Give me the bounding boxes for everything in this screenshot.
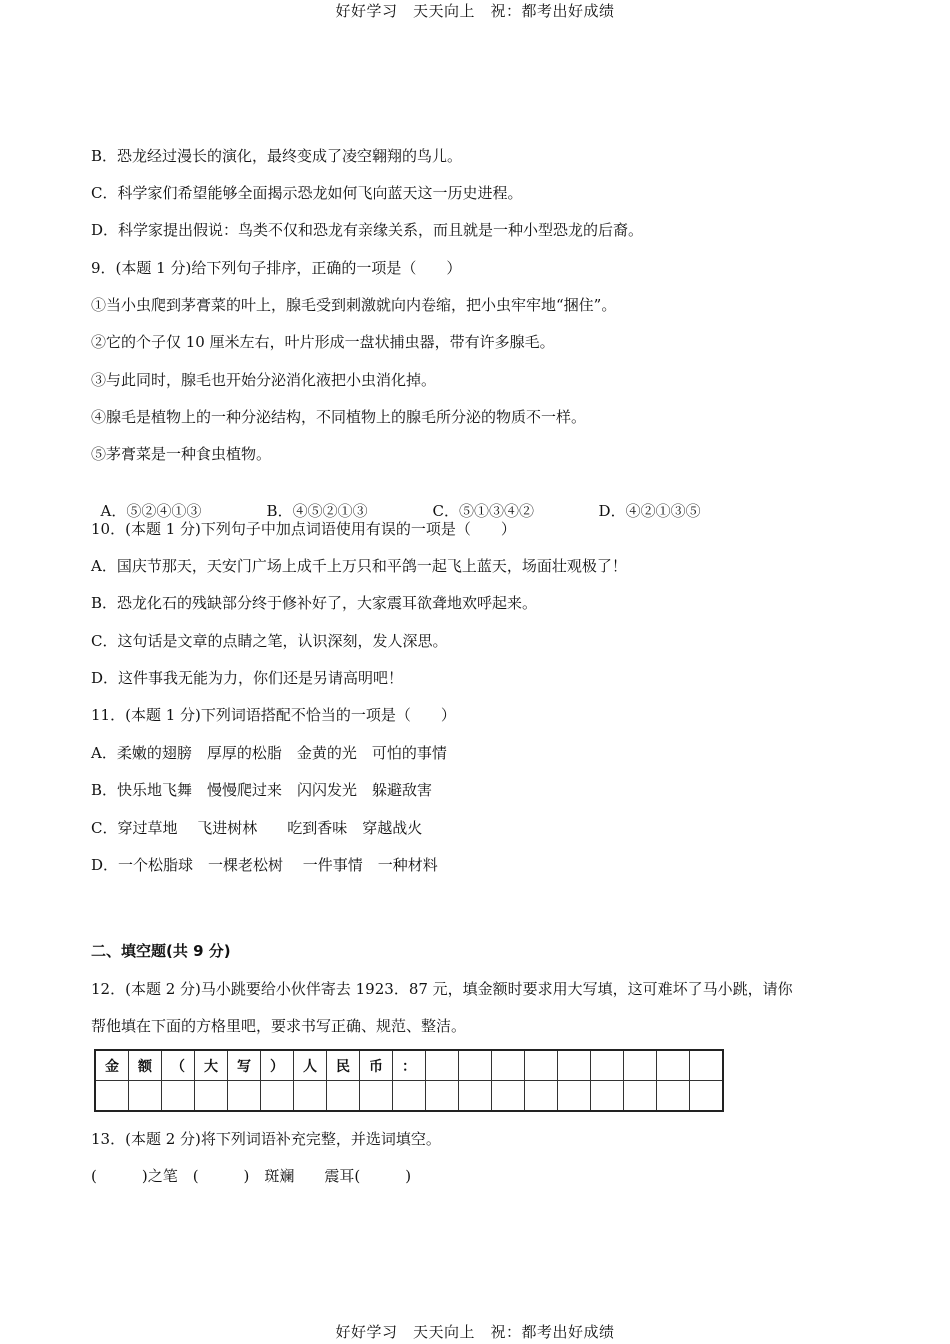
q8-option-b: B．恐龙经过漫长的演化，最终变成了凌空翱翔的鸟儿。 xyxy=(91,147,463,165)
grid-cell-blank[interactable] xyxy=(591,1050,624,1081)
grid-cell: 写 xyxy=(228,1050,261,1081)
q9-option-c: C．⑤①③④② xyxy=(432,502,535,520)
page-header: 好好学习 天天向上 祝：都考出好成绩 xyxy=(335,2,615,20)
grid-cell: 额 xyxy=(129,1050,162,1081)
q9-sentence-4: ④腺毛是植物上的一种分泌结构，不同植物上的腺毛所分泌的物质不一样。 xyxy=(91,408,587,426)
q8-option-d: D．科学家提出假说：鸟类不仅和恐龙有亲缘关系，而且就是一种小型恐龙的后裔。 xyxy=(91,221,644,239)
grid-cell: 币 xyxy=(360,1050,393,1081)
grid-cell: 人 xyxy=(294,1050,327,1081)
q10-option-a: A．国庆节那天，天安门广场上成千上万只和平鸽一起飞上蓝天，场面壮观极了！ xyxy=(91,557,627,575)
q12-line-1: 12．(本题 2 分)马小跳要给小伙伴寄去 1923．87 元，填金额时要求用大写填，这可难坏了马小跳，请你 xyxy=(91,980,793,998)
q9-option-d: D．④②①③⑤ xyxy=(598,502,701,520)
amount-grid xyxy=(94,1049,724,1112)
grid-cell-blank[interactable] xyxy=(558,1081,591,1112)
q8-option-c: C．科学家们希望能够全面揭示恐龙如何飞向蓝天这一历史进程。 xyxy=(91,184,523,202)
grid-cell-blank[interactable] xyxy=(657,1050,690,1081)
grid-cell-blank[interactable] xyxy=(129,1081,162,1112)
q9-stem: 9．(本题 1 分)给下列句子排序，正确的一项是（ ） xyxy=(91,259,462,277)
grid-cell-blank[interactable] xyxy=(360,1081,393,1112)
grid-cell: 金 xyxy=(95,1050,129,1081)
grid-cell-blank[interactable] xyxy=(162,1081,195,1112)
q11-stem: 11．(本题 1 分)下列词语搭配不恰当的一项是（ ） xyxy=(91,706,456,724)
q9-sentence-5: ⑤茅膏菜是一种食虫植物。 xyxy=(91,445,272,463)
q13-stem: 13．(本题 2 分)将下列词语补充完整，并选词填空。 xyxy=(91,1130,441,1148)
grid-cell-blank[interactable] xyxy=(459,1050,492,1081)
grid-cell: 大 xyxy=(195,1050,228,1081)
grid-cell-blank[interactable] xyxy=(492,1050,525,1081)
q9-sentence-1: ①当小虫爬到茅膏菜的叶上，腺毛受到刺激就向内卷缩，把小虫牢牢地“捆住”。 xyxy=(91,296,617,314)
grid-cell: 民 xyxy=(327,1050,360,1081)
q10-option-b: B．恐龙化石的残缺部分终于修补好了，大家震耳欲聋地欢呼起来。 xyxy=(91,594,538,612)
grid-cell-blank[interactable] xyxy=(591,1081,624,1112)
q10-stem: 10．(本题 1 分)下列句子中加点词语使用有误的一项是（ ） xyxy=(91,520,516,538)
grid-cell-blank[interactable] xyxy=(690,1050,724,1081)
grid-cell-blank[interactable] xyxy=(525,1081,558,1112)
grid-cell-blank[interactable] xyxy=(624,1081,657,1112)
q11-option-b: B．快乐地飞舞 慢慢爬过来 闪闪发光 躲避敌害 xyxy=(91,781,433,799)
grid-cell-blank[interactable] xyxy=(558,1050,591,1081)
q10-option-c: C．这句话是文章的点睛之笔，认识深刻，发人深思。 xyxy=(91,632,448,650)
q10-option-d: D．这件事我无能为力，你们还是另请高明吧！ xyxy=(91,669,404,687)
q11-option-c: C．穿过草地 飞进树林 吃到香味 穿越战火 xyxy=(91,819,423,837)
q13-blanks: ( )之笔 ( ) 斑斓 震耳( ) xyxy=(91,1167,412,1185)
grid-cell: ） xyxy=(261,1050,294,1081)
section-2-title: 二、填空题(共 9 分) xyxy=(91,942,231,960)
grid-cell-blank[interactable] xyxy=(690,1081,724,1112)
q9-option-a: A．⑤②④①③ xyxy=(100,502,202,520)
page-footer: 好好学习 天天向上 祝：都考出好成绩 xyxy=(335,1323,615,1341)
grid-cell-blank[interactable] xyxy=(657,1081,690,1112)
grid-cell-blank[interactable] xyxy=(228,1081,261,1112)
grid-cell-blank[interactable] xyxy=(525,1050,558,1081)
q11-option-d: D．一个松脂球 一棵老松树 一件事情 一种材料 xyxy=(91,856,438,874)
grid-cell-blank[interactable] xyxy=(327,1081,360,1112)
grid-cell-blank[interactable] xyxy=(426,1050,459,1081)
q9-sentence-2: ②它的个子仅 10 厘米左右，叶片形成一盘状捕虫器，带有许多腺毛。 xyxy=(91,333,555,351)
grid-cell-blank[interactable] xyxy=(393,1081,426,1112)
grid-cell-blank[interactable] xyxy=(294,1081,327,1112)
q11-option-a: A．柔嫩的翅膀 厚厚的松脂 金黄的光 可怕的事情 xyxy=(91,744,447,762)
grid-cell: （ xyxy=(162,1050,195,1081)
q9-sentence-3: ③与此同时，腺毛也开始分泌消化液把小虫消化掉。 xyxy=(91,371,437,389)
q12-line-2: 帮他填在下面的方格里吧，要求书写正确、规范、整洁。 xyxy=(91,1017,467,1035)
q9-option-b: B．④⑤②①③ xyxy=(266,502,368,520)
grid-cell-blank[interactable] xyxy=(261,1081,294,1112)
grid-cell-blank[interactable] xyxy=(195,1081,228,1112)
grid-cell-blank[interactable] xyxy=(426,1081,459,1112)
grid-cell-blank[interactable] xyxy=(95,1081,129,1112)
amount-grid-label-row xyxy=(95,1050,723,1081)
grid-cell-blank[interactable] xyxy=(459,1081,492,1112)
amount-grid-answer-row xyxy=(95,1081,723,1112)
q9-options xyxy=(91,481,765,521)
grid-cell: ： xyxy=(393,1050,426,1081)
grid-cell-blank[interactable] xyxy=(624,1050,657,1081)
grid-cell-blank[interactable] xyxy=(492,1081,525,1112)
